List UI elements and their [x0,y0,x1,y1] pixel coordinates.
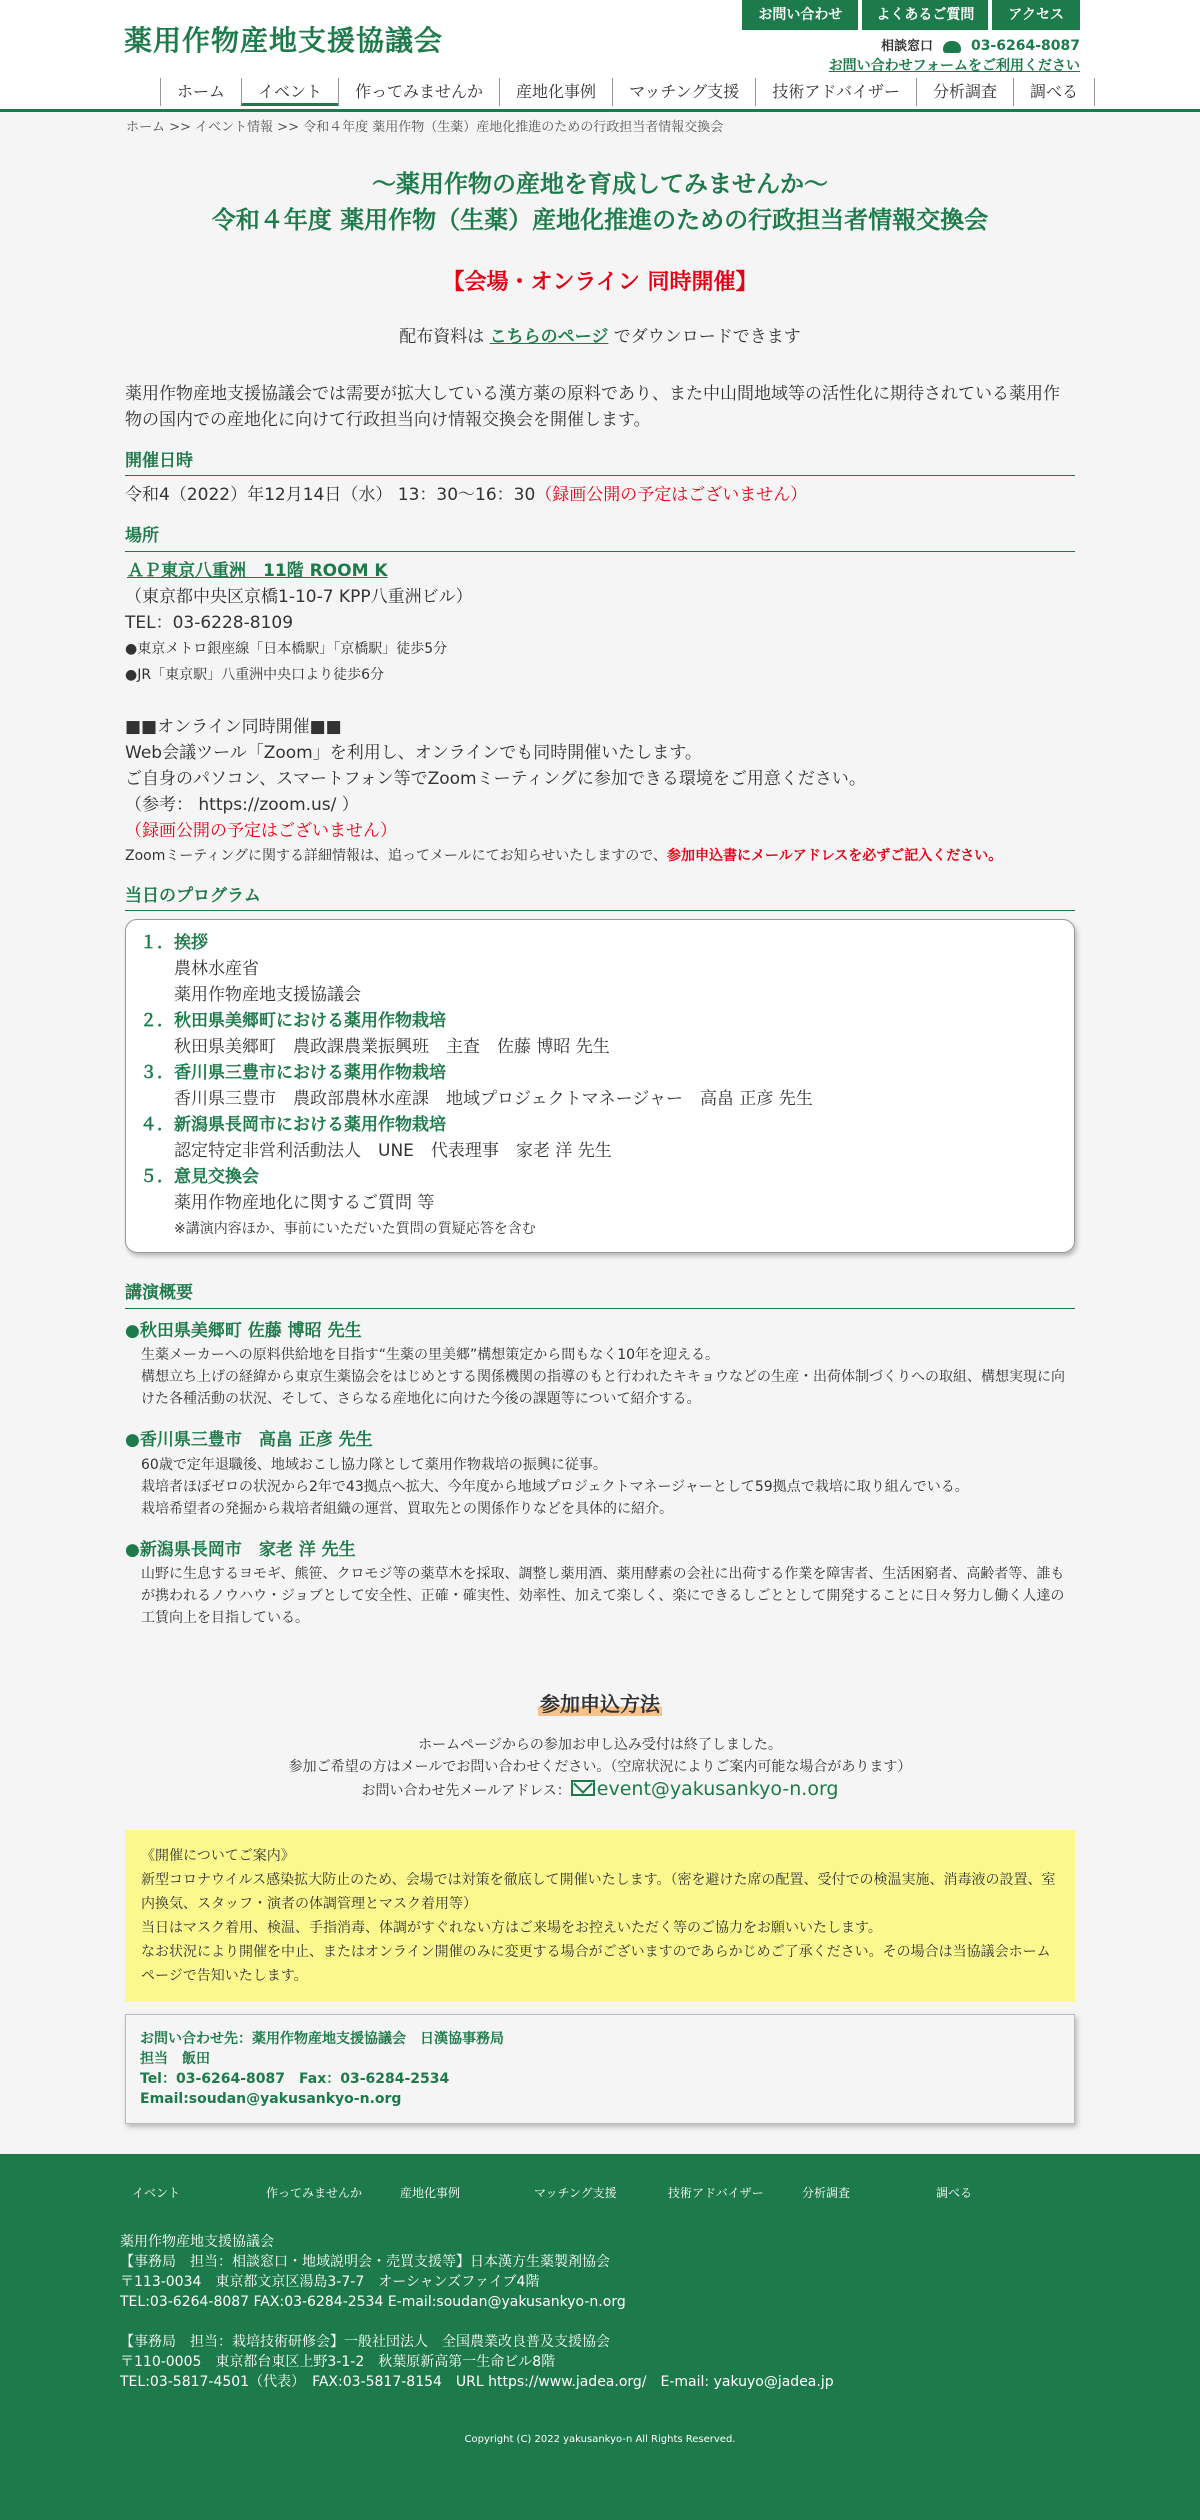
speaker-text: 構想立ち上げの経緯から東京生薬協会をはじめとする関係機関の指導のもと行われたキキョウなどの生産・出荷体制づくりへの取組、構想実現に向けた各種活動の状況、そして、さらなる産地化に向けた今後の課題等について紹介する。 [141,1369,1065,1407]
speaker-text: 60歳で定年退職後、地域おこし協力隊として薬用作物栽培の振興に従事。 [141,1456,607,1473]
top-buttons [742,0,1080,30]
footer-info-line: 〒113-0034 東京都文京区湯島3-7-7 オーシャンズファイブ4階 [120,2273,540,2290]
footer-info-line: TEL:03-6264-8087 FAX:03-6284-2534 E-mail:soudan@yakusankyo-n.org [120,2293,626,2310]
zoom-note-red: 参加申込書にメールアドレスを必ずご記入ください。 [666,847,1003,864]
materials-prefix: 配布資料は [399,327,490,347]
nav-home[interactable]: ホーム [160,78,241,106]
speaker-name: ●香川県三豊市 高畠 正彦 先生 [125,1430,373,1450]
footer-nav-advisor[interactable]: 技術アドバイザー [668,2185,764,2200]
nav-event[interactable]: イベント [241,78,338,106]
contact-box-line: Tel：03-6264-8087 Fax：03-6284-2534 [140,2070,450,2087]
program-item-line: 認定特定非営利活動法人 UNE 代表理事 家老 洋 先生 [174,1141,612,1161]
contact-phone: 03-6264-8087 [970,38,1080,54]
speaker-block [125,1319,1075,1411]
notice-box [125,1830,1075,2002]
program-box [125,919,1075,1253]
online-title: ■■オンライン同時開催■■ [125,716,342,737]
contact-form-link[interactable]: お問い合わせフォームをご利用ください [828,58,1080,74]
zoom-note-text: Zoomミーティングに関する詳細情報は、追ってメールにてお知らせいたしますので、 [125,847,667,864]
nav-search[interactable]: 調べる [1013,78,1095,106]
apply-mail-link[interactable]: event@yakusankyo-n.org [596,1777,839,1800]
apply-mail-label: お問い合わせ先メールアドレス： [361,1782,571,1799]
program-item-title: ４．新潟県長岡市における薬用作物栽培 [140,1115,446,1135]
program-item-title: ２．秋田県美郷町における薬用作物栽培 [140,1011,446,1031]
venue-title: 場所 [125,524,1075,552]
footer-info-line: 【事務局 担当：栽培技術研修会】一般社団法人 全国農業改良普及支援協会 [120,2333,610,2350]
program-item-title: １．挨拶 [140,933,208,953]
program-item-line: 薬用作物産地化に関するご質問 等 [174,1193,435,1213]
venue-address: （東京都中央区京橋1-10-7 KPP八重洲ビル） [125,586,473,607]
contact-box-line: お問い合わせ先：薬用作物産地支援協議会 日漢協事務局 [140,2030,504,2047]
apply-line1: ホームページからの参加お申し込み受付は終了しました。 [418,1736,782,1753]
program-item-line: 薬用作物産地支援協議会 [174,985,361,1005]
apply-title [125,1689,1075,1720]
materials-link[interactable]: こちらのページ [489,327,609,347]
program-item-line: 秋田県美郷町 農政課農業振興班 主査 佐藤 博昭 先生 [174,1037,610,1057]
speaker-text: 生薬メーカーへの原料供給地を目指す“生薬の里美郷”構想策定から間もなく10年を迎える。 [141,1347,720,1363]
footer-info-line: 薬用作物産地支援協議会 [120,2233,274,2250]
footer-nav-event[interactable]: イベント [132,2185,181,2200]
hero-line1: 〜薬用作物の産地を育成してみませんか〜 [372,170,828,198]
nav-advisor[interactable]: 技術アドバイザー [755,78,916,106]
site-title[interactable]: 薬用作物産地支援協議会 [124,24,444,57]
footer-nav-cases[interactable]: 産地化事例 [400,2185,461,2200]
speaker-block [125,1428,1075,1520]
footer-nav-search[interactable]: 調べる [936,2185,973,2200]
breadcrumb[interactable]: ホーム >> イベント情報 >> 令和４年度 薬用作物（生薬）産地化推進のための行政担当者情報交換会 [126,120,724,135]
apply-title-text: 参加申込方法 [540,1692,660,1716]
venue-tel: TEL：03-6228-8109 [125,612,294,633]
contact-box [125,2014,1075,2124]
contact-box-line: 担当 飯田 [140,2050,210,2067]
speakers-title: 講演概要 [125,1281,1075,1309]
footer-nav-matching[interactable]: マッチング支援 [534,2185,617,2200]
online-line1: Web会議ツール「Zoom」を利用し、オンラインでも同時開催いたします。 [125,742,702,763]
schedule-body [125,482,1075,508]
speaker-name: ●秋田県美郷町 佐藤 博昭 先生 [125,1320,362,1341]
intro-text: 薬用作物産地支援協議会では需要が拡大している漢方薬の原料であり、また中山間地域等の活性化に期待されている薬用作物の国内での産地化に向けて行政担当向け情報交換会を開催します。 [125,383,1060,430]
speaker-block [125,1538,1075,1630]
contact-label: 相談窓口 [880,38,933,54]
site-footer [0,2154,1200,2520]
footer-info-line: TEL:03-5817-4501（代表） FAX:03-5817-8154 URL https://www.jadea.org/ E-mail: yakuyo@jadea.jp [120,2373,834,2390]
footer-info-line: 〒110-0005 東京都台東区上野3-1-2 秋葉原新高第一生命ビル8階 [120,2353,556,2370]
footer-nav [132,2184,1070,2202]
footer-info-line: 【事務局 担当：相談窓口・地域説明会・売買支援等】日本漢方生薬製剤協会 [120,2253,610,2270]
venue-name-link[interactable]: ＡＰ東京八重洲 11階 ROOM K [127,560,388,581]
footer-nav-analysis[interactable]: 分析調査 [802,2185,851,2200]
notice-line: 当日はマスク着用、検温、手指消毒、体調がすぐれない方はご来場をお控えいただく等のご協力をお願いいたします。 [141,1919,882,1936]
program-item-title: ３．香川県三豊市における薬用作物栽培 [140,1063,446,1083]
access-button[interactable]: アクセス [992,0,1080,30]
nav-matching[interactable]: マッチング支援 [612,78,755,106]
program-item-line: 農林水産省 [174,959,259,979]
contact-line [881,36,1080,57]
apply-mail-line [125,1778,1075,1802]
online-line3: （参考： https://zoom.us/ ） [125,794,359,815]
footer-info [120,2232,834,2392]
online-block [125,714,1075,868]
phone-icon [943,41,961,53]
online-note: （録画公開の予定はございません） [125,820,397,841]
program-title: 当日のプログラム [125,884,1075,912]
program-item-title: ５．意見交換会 [140,1167,259,1187]
nav-try[interactable]: 作ってみませんか [338,78,499,106]
speaker-name: ●新潟県長岡市 家老 洋 先生 [125,1539,356,1560]
footer-info-spacer [120,2312,834,2332]
zoom-note [125,844,1075,868]
site-header [0,0,1200,112]
program-item-line: 香川県三豊市 農政部農林水産課 地域プロジェクトマネージャー 高畠 正彦 先生 [174,1089,813,1109]
materials-line [125,325,1075,351]
notice-line: 新型コロナウイルス感染拡大防止のため、会場では対策を徹底して開催いたします。（密を避けた席の配置、受付での検温実施、消毒液の設置、室内換気、スタッフ・演者の体調管理とマスク着用等） [141,1871,1056,1912]
schedule-title: 開催日時 [125,449,1075,477]
schedule-note: （録画公開の予定はございません） [535,485,808,505]
schedule-datetime: 令和4（2022）年12月14日（水） 13：30〜16：30 [125,485,536,505]
mail-icon [571,1780,595,1796]
program-note: ※講演内容ほか、事前にいただいた質問の質疑応答を含む [174,1221,536,1237]
nav-analysis[interactable]: 分析調査 [916,78,1013,106]
copyright: Copyright (C) 2022 yakusankyo-n All Rights Reserved. [464,2433,736,2445]
hero [125,166,1075,351]
footer-nav-try[interactable]: 作ってみませんか [266,2185,363,2200]
venue-body [125,558,1075,688]
main-content [0,112,1200,2154]
apply-lines [125,1734,1075,1802]
main-nav [160,78,1095,106]
online-line2: ご自身のパソコン、スマートフォン等でZoomミーティングに参加できる環境をご用意ください。 [125,768,866,789]
venue-access1: ●東京メトロ銀座線「日本橋駅」「京橋駅」徒歩5分 [125,640,448,657]
speaker-text: 栽培者ほぼゼロの状況から2年で43拠点へ拡大、今年度から地域プロジェクトマネージャーとして59拠点で栽培に取り組んでいる。 [141,1478,969,1495]
nav-cases[interactable]: 産地化事例 [499,78,612,106]
notice-line: 《開催についてご案内》 [141,1847,295,1864]
apply-line2: 参加ご希望の方はメールでお問い合わせください。（空席状況によりご案内可能な場合があります） [288,1758,912,1775]
hero-sub: 【会場・オンライン 同時開催】 [442,270,758,295]
faq-button[interactable]: よくあるご質問 [862,0,988,30]
notice-line: なお状況により開催を中止、またはオンライン開催のみに変更する場合がございますのであらかじめご了承ください。その場合は当協議会ホームページで告知いたします。 [141,1943,1051,1984]
hero-line2: 令和４年度 薬用作物（生薬）産地化推進のための行政担当者情報交換会 [211,206,989,234]
speaker-text: 栽培希望者の発掘から栽培者組織の運営、買取先との関係作りなどを具体的に紹介。 [141,1500,673,1517]
contact-button[interactable]: お問い合わせ [742,0,858,30]
materials-suffix: でダウンロードできます [608,327,801,347]
speaker-text: 山野に生息するヨモギ、熊笹、クロモジ等の薬草木を採取、調整し薬用酒、薬用酵素の会社に出荷する作業を障害者、生活困窮者、高齢者等、誰もが携われるノウハウ・ジョブとして安全性、正確・確実性、効率性、加えて楽しく、楽にできるしごととして開発することに日々努力し働く人達の工賃向上を目指している。 [141,1566,1065,1626]
article [125,166,1075,2124]
contact-box-line: Email:soudan@yakusankyo-n.org [140,2090,402,2107]
venue-access2: ●JR「東京駅」八重洲中央口より徒歩6分 [125,666,384,683]
